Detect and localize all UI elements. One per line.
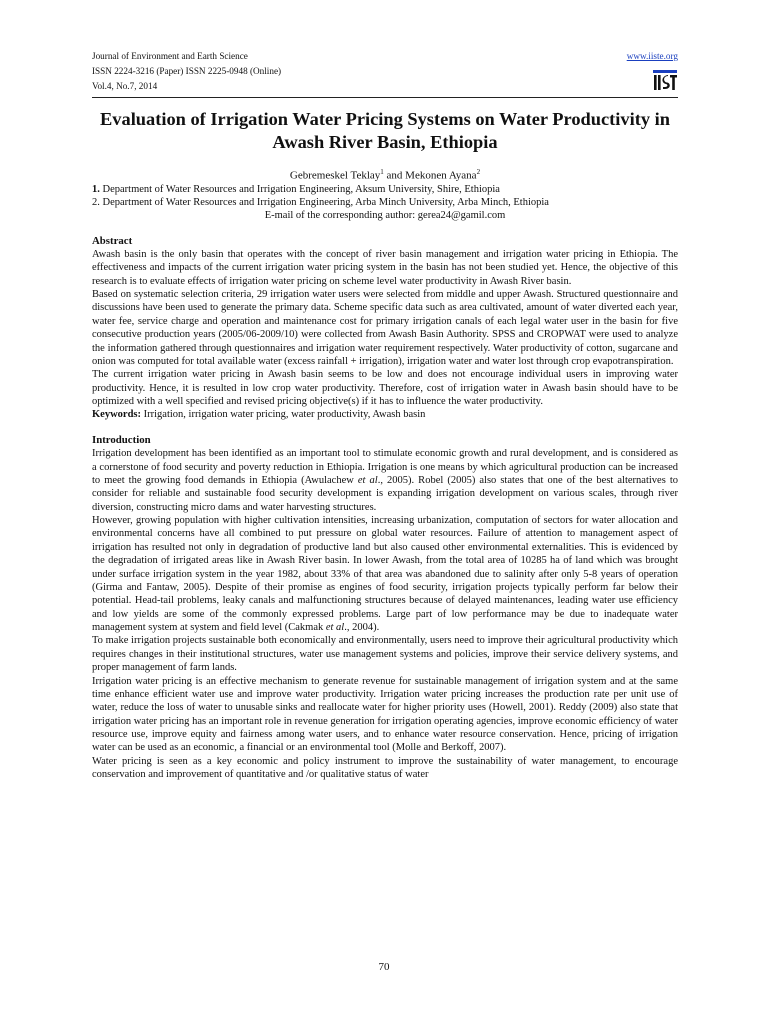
intro-text: ., 2004). [344, 622, 380, 634]
author-1-affil-mark: 1 [380, 168, 384, 176]
journal-url-link[interactable]: www.iiste.org [626, 51, 678, 61]
intro-text: Irrigation development has been identified as an important tool to stimulate economic growth and rural development, and is considered as a cornerstone of food security and poverty reduction in Ethiopia. Irrigation is one means by which agricultural production can be increased to meet the growing food demands in Ethiopia (Awulachew [92, 448, 678, 486]
author-2: Mekonen Ayana [405, 169, 477, 182]
affiliation-1 [92, 183, 678, 196]
issn-line: ISSN 2224-3216 (Paper) ISSN 2225-0948 (Online) [92, 66, 282, 76]
corresponding-email: E-mail of the corresponding author: gerea24@gamil.com [264, 210, 506, 222]
abstract-heading: Abstract [92, 234, 133, 247]
affiliation-1-number: 1. [92, 183, 100, 195]
intro-paragraph: Water pricing is seen as a key economic and policy instrument to improve the sustainability of water management, to encourage conservation and improvement of quantitative and /or qualitative status of water [92, 755, 678, 781]
keywords-text: Irrigation, irrigation water pricing, water productivity, Awash basin [141, 409, 426, 421]
header-rule [92, 97, 678, 98]
intro-paragraph [92, 447, 678, 514]
introduction-heading: Introduction [92, 433, 151, 446]
intro-paragraph [92, 514, 678, 634]
intro-text: However, growing population with higher cultivation intensities, increasing urbanization, computation of sectors for water allocation and environmental concerns have all combined to put pressure on global water resources. Failure of attention to management aspect of irrigation has resulted not only in degradation of productive land but also caused other environmental externalities. This is evidenced by the degradation of irrigated areas like in Awash River basin. In lower Awash, from the total area of 10285 ha of land which was brought under surface irrigation system in the year 1982, about 33% of that area was abandoned due to salinity after only 5-8 years of operation (Girma and Fantaw, 2005). Despite of their promise as engines of food security, irrigation projects typically perform far below their potential. Head-tail problems, leaky canals and malfunctioning structures because of delayed maintenances, leading water use efficiency and low yields are some of the commonly expressed problems. Large part of low performance may be due to inadequate water management system at system and field level (Cakmak [92, 515, 678, 634]
intro-italic-text: et al [325, 622, 345, 634]
page-number: 70 [378, 961, 390, 973]
affiliation-1-text: Department of Water Resources and Irrigation Engineering, Aksum University, Shire, Ethiopia [99, 183, 500, 195]
author-2-affil-mark: 2 [476, 168, 481, 176]
paper-title: Evaluation of Irrigation Water Pricing Systems on Water Productivity in Awash River Basin, Ethiopia [100, 109, 670, 152]
abstract-paragraph: The current irrigation water pricing in Awash basin seems to be low and does not encourage individual users in improving water productivity. Hence, it is resulted in low crop water productivity. Therefore, cost of irrigation water in Awash basin should have to be optimized with a well specified and revised pricing objective(s) if it has to influence the water productivity. [92, 369, 678, 408]
iiste-logo-icon [652, 67, 678, 93]
intro-paragraph: To make irrigation projects sustainable both economically and environmentally, users need to improve their agricultural productivity which requires changes in their institutional structures, water use management systems and policies, improve their service delivery systems, and proper management of farm lands. [92, 635, 678, 674]
abstract-paragraph: Based on systematic selection criteria, 29 irrigation water users were selected from middle and upper Awash. Structured questionnaire and discussions have been used to generate the primary data. Scheme specific data such as area cultivated, amount of water diverted each year, water fee, service charge and operation and maintenance cost for primary irrigation canals of each legal water user in the basin for five consecutive production years (2005/06-2009/10) were collected from Awash Basin Authority. SPSS and CROPWAT were used to analyze the information gathered through questionnaires and irrigation water requirement respectively. Water productivity of cotton, sugarcane and onion was computed for total available water (excess rainfall + irrigation), irrigation water and water lost through crop evapotranspiration. [92, 289, 678, 367]
affiliation-2: 2. Department of Water Resources and Irrigation Engineering, Arba Minch University, Arba Minch, Ethiopia [92, 196, 549, 208]
author-1: Gebremeskel Teklay [289, 169, 381, 182]
intro-italic-text: et al [357, 474, 378, 486]
page-header [92, 49, 678, 97]
keywords-label: Keywords: [92, 409, 141, 421]
intro-text: ., 2005). Robel (2005) also states that one of the best alternatives to consider for reliable and sustainable food security development is expanding irrigation development on various scales, through river diversion, constructing micro dams and water harvesting structures. [92, 474, 679, 513]
article-body [92, 108, 678, 782]
keywords-line [92, 408, 678, 421]
abstract-paragraph: Awash basin is the only basin that operates with the concept of river basin management and irrigation water pricing in Ethiopia. The effectiveness and impacts of the current irrigation water pricing system in the basin has not been studied yet. Hence, the objective of this research is to evaluate effects of irrigation water pricing on scheme level water productivity in Awash River basin. [92, 248, 678, 287]
volume-line: Vol.4, No.7, 2014 [92, 81, 158, 91]
author-conjunction: and [383, 169, 406, 182]
author-line [92, 165, 678, 183]
journal-name: Journal of Environment and Earth Science [92, 51, 248, 61]
intro-paragraph: Irrigation water pricing is an effective mechanism to generate revenue for sustainable management of irrigation system and at the same time enhance efficient water use and improve water productivity. Irrigation water pricing increases the production rate per unit use of water, reduce the loss of water to unusable sinks and reallocate water for higher priority uses (Howell, 2001). Reddy (2009) also state that irrigation water pricing has an important role in revenue generation for irrigation operating agencies, improve economic efficiency of water resource use, improve equity and fairness among water users, and to enhance water resource conservation. Hence, pricing of irrigation water can be used as an economic, a financial or an environmental tool (Molle and Berkoff, 2007). [92, 675, 678, 754]
